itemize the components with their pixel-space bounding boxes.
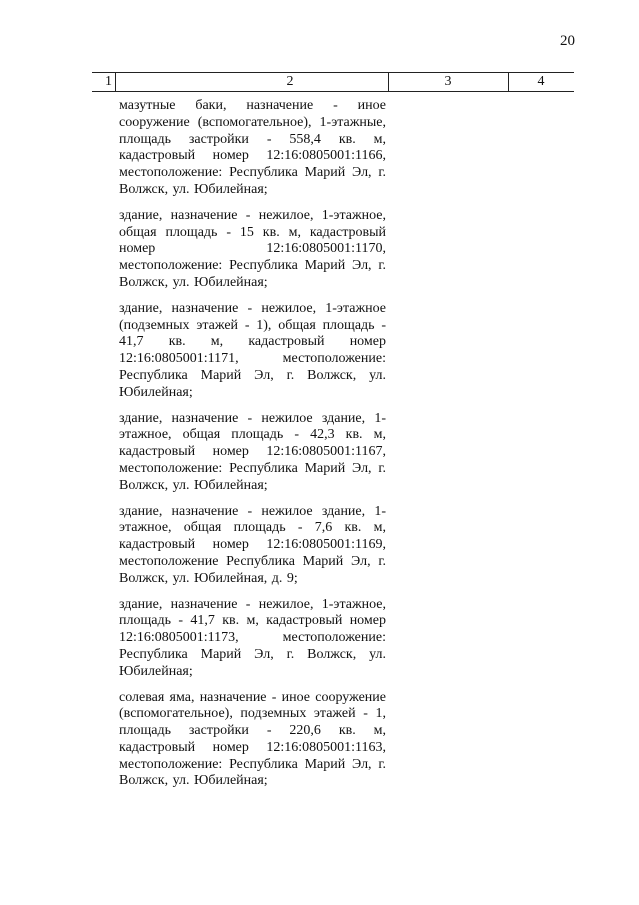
table-header-row	[92, 72, 574, 92]
list-item: мазутные баки, назначение - иное сооружение (вспомогательное), 1-этажные, площадь застройки - 558,4 кв. м, кадастровый номер 12:16:0805001:1166, местоположение: Республика Марий Эл, г. Волжск, ул. Юбилейная;	[119, 98, 386, 197]
column-2-content	[119, 98, 386, 799]
column-4-header: 4	[537, 74, 545, 89]
list-item: здание, назначение - нежилое, 1-этажное (подземных этажей - 1), общая площадь - 41,7 кв. м, кадастровый номер 12:16:0805001:1171, местоположение: Республика Марий Эл, г. Волжск, ул. Юбилейная;	[119, 300, 386, 400]
column-divider	[115, 72, 116, 92]
list-item: здание, назначение - нежилое здание, 1-этажное, общая площадь - 7,6 кв. м, кадастровый номер 12:16:0805001:1169, местоположение Республика Марий Эл, г. Волжск, ул. Юбилейная, д. 9;	[119, 503, 386, 586]
column-divider	[508, 72, 509, 92]
page-number: 20	[560, 33, 575, 49]
column-divider	[388, 72, 389, 92]
column-2-header: 2	[286, 74, 294, 89]
list-item: здание, назначение - нежилое, 1-этажное, общая площадь - 15 кв. м, кадастровый номер 12:16:0805001:1170, местоположение: Республика Марий Эл, г. Волжск, ул. Юбилейная;	[119, 207, 386, 290]
list-item: солевая яма, назначение - иное сооружение (вспомогательное), подземных этажей - 1, площадь застройки - 220,6 кв. м, кадастровый номер 12:16:0805001:1163, местоположение: Республика Марий Эл, г. Волжск, ул. Юбилейная;	[119, 689, 386, 789]
list-item: здание, назначение - нежилое здание, 1-этажное, общая площадь - 42,3 кв. м, кадастровый номер 12:16:0805001:1167, местоположение: Республика Марий Эл, г. Волжск, ул. Юбилейная;	[119, 410, 386, 493]
column-1-header: 1	[105, 74, 112, 89]
column-3-header: 3	[444, 74, 452, 89]
list-item: здание, назначение - нежилое, 1-этажное, площадь - 41,7 кв. м, кадастровый номер 12:16:0805001:1173, местоположение: Республика Марий Эл, г. Волжск, ул. Юбилейная;	[119, 596, 386, 679]
